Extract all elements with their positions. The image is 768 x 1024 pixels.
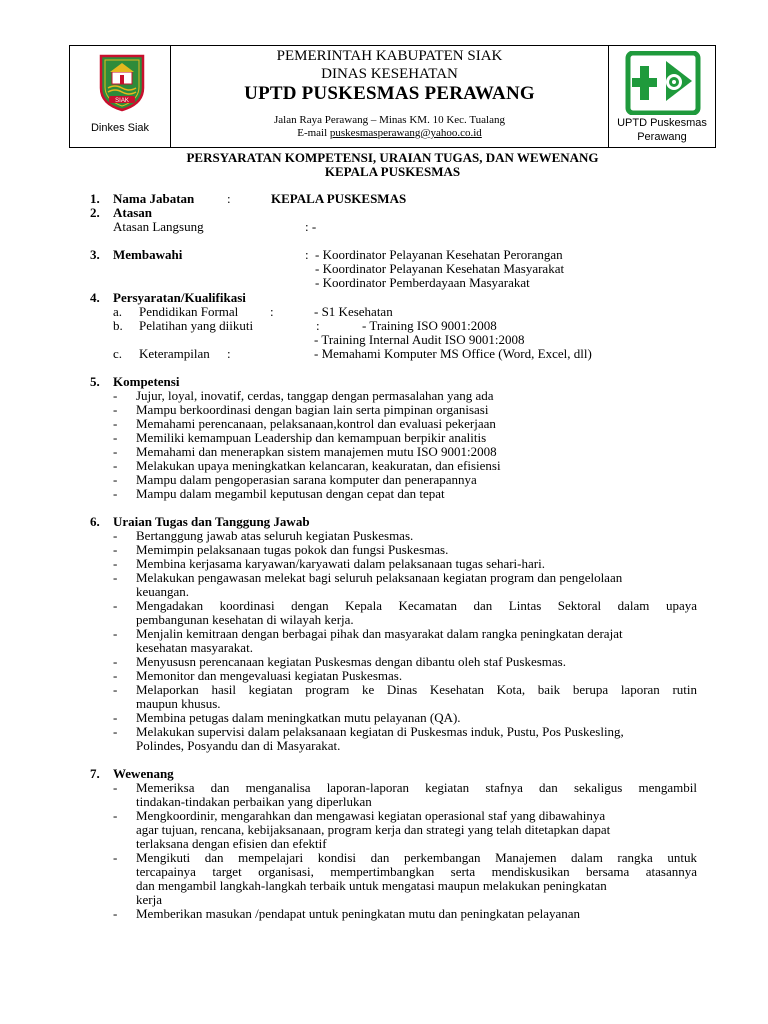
section-4c-label: Keterampilan xyxy=(139,346,210,361)
section-4a-label: Pendidikan Formal xyxy=(139,304,239,319)
section-4a-colon: : xyxy=(270,304,274,319)
office-name: DINAS KESEHATAN xyxy=(321,66,458,82)
section-2-sub-label: Atasan Langsung xyxy=(113,219,204,234)
duty-item-cont: kesehatan masyarakat. xyxy=(136,640,253,655)
bullet: - xyxy=(113,780,118,795)
puskesmas-caption xyxy=(609,116,715,144)
section-3-item: - Koordinator Pelayanan Kesehatan Masyarakat xyxy=(315,261,565,276)
section-2-sub-value: : - xyxy=(305,219,317,234)
competency-item: Melakukan upaya meningkatkan kelancaran, keakuratan, dan efisiensi xyxy=(136,458,501,473)
competency-item: Memahami perencanaan, pelaksanaan,kontrol dan evaluasi pekerjaan xyxy=(136,416,496,431)
authority-item-cont: tercapainya target organisasi, mempertimbangkan serta mendiskusikan bersama atasannya xyxy=(136,864,697,879)
authority-item: Memberikan masukan /pendapat untuk peningkatan mutu dan peningkatan pelayanan xyxy=(136,906,581,921)
institution-name: UPTD PUSKESMAS PERAWANG xyxy=(244,83,535,104)
section-4b-value1: - Training ISO 9001:2008 xyxy=(362,318,497,333)
bullet: - xyxy=(113,668,118,683)
section-1-number: 1. xyxy=(90,191,100,206)
authority-item: Mengikuti dan mempelajari kondisi dan perkembangan Manajemen dalam rangka untuk xyxy=(136,850,697,865)
section-4-label: Persyaratan/Kualifikasi xyxy=(113,290,246,305)
section-7-number: 7. xyxy=(90,766,100,781)
authority-item-cont: tindakan-tindakan perbaikan yang diperlukan xyxy=(136,794,372,809)
authority-item: Memeriksa dan menganalisa laporan-laporan kegiatan stafnya dan sekaligus mengambil xyxy=(136,780,697,795)
section-1-value: KEPALA PUSKESMAS xyxy=(271,191,407,206)
bullet: - xyxy=(113,542,118,557)
bullet: - xyxy=(113,458,118,473)
bullet: - xyxy=(113,430,118,445)
authority-item-cont: dan mengambil langkah-langkah terbaik untuk mengatasi maupun melakukan peningkatan xyxy=(136,878,607,893)
puskesmas-logo xyxy=(624,51,702,115)
section-3-item: - Koordinator Pelayanan Kesehatan Perorangan xyxy=(315,247,563,262)
dinkes-siak-logo xyxy=(93,52,151,112)
document-title-line2: KEPALA PUSKESMAS xyxy=(324,164,461,179)
bullet: - xyxy=(113,444,118,459)
duty-item: Melakukan supervisi dalam pelaksanaan kegiatan di Puskesmas induk, Pustu, Pos Puskesling, xyxy=(136,724,624,739)
letterhead xyxy=(69,45,716,148)
puskesmas-caption-line1: UPTD Puskesmas xyxy=(617,117,707,129)
dinkes-siak-caption: Dinkes Siak xyxy=(90,122,150,134)
section-7-label: Wewenang xyxy=(113,766,174,781)
section-3-number: 3. xyxy=(90,247,100,262)
document-title-line1: PERSYARATAN KOMPETENSI, URAIAN TUGAS, DAN WEWENANG xyxy=(186,150,599,165)
competency-item: Mampu dalam megambil keputusan dengan cepat dan tepat xyxy=(136,486,445,501)
duty-item: Melaporkan hasil kegiatan program ke Dinas Kesehatan Kota, baik berupa laporan rutin xyxy=(136,682,697,697)
competency-item: Mampu berkoordinasi dengan bagian lain serta pimpinan organisasi xyxy=(136,402,489,417)
section-1-colon: : xyxy=(227,191,231,206)
section-5-number: 5. xyxy=(90,374,100,389)
bullet: - xyxy=(113,598,118,613)
bullet: - xyxy=(113,850,118,865)
section-6-label: Uraian Tugas dan Tanggung Jawab xyxy=(113,514,310,529)
email-label: E-mail xyxy=(297,127,330,139)
authority-item-cont: agar tujuan, rencana, kebijaksanaan, program kerja dan strategi yang telah ditetapkan dapat xyxy=(136,822,611,837)
section-5-label: Kompetensi xyxy=(113,374,180,389)
letterhead-right-cell xyxy=(608,46,715,147)
section-4c-letter: c. xyxy=(113,346,123,361)
section-2-number: 2. xyxy=(90,205,100,220)
duty-item-cont: pembangunan kesehatan di wilayah kerja. xyxy=(136,612,354,627)
bullet: - xyxy=(113,402,118,417)
section-3-label: Membawahi xyxy=(113,247,183,262)
section-4c-colon: : xyxy=(227,346,231,361)
section-4b-value2: - Training Internal Audit ISO 9001:2008 xyxy=(314,332,525,347)
duty-item-cont: Polindes, Posyandu dan di Masyarakat. xyxy=(136,738,341,753)
letterhead-left-cell xyxy=(70,46,171,147)
duty-item: Membina petugas dalam meningkatkan mutu pelayanan (QA). xyxy=(136,710,461,725)
section-6-number: 6. xyxy=(90,514,100,529)
duty-item: Memimpin pelaksanaan tugas pokok dan fungsi Puskesmas. xyxy=(136,542,449,557)
email-line xyxy=(171,127,608,139)
bullet: - xyxy=(113,808,118,823)
section-4-number: 4. xyxy=(90,290,100,305)
duty-item-cont: maupun khusus. xyxy=(136,696,221,711)
competency-item: Memahami dan menerapkan sistem manajemen mutu ISO 9001:2008 xyxy=(136,444,497,459)
letterhead-center xyxy=(171,46,608,147)
bullet: - xyxy=(113,472,118,487)
duty-item: Memonitor dan mengevaluasi kegiatan Puskesmas. xyxy=(136,668,403,683)
competency-item: Mampu dalam pengoperasian sarana komputer dan penerapannya xyxy=(136,472,477,487)
bullet: - xyxy=(113,388,118,403)
section-4c-value: - Memahami Komputer MS Office (Word, Excel, dll) xyxy=(314,346,592,361)
bullet: - xyxy=(113,416,118,431)
section-4a-value: - S1 Kesehatan xyxy=(314,304,393,319)
bullet: - xyxy=(113,654,118,669)
duty-item: Menyususn perencanaan kegiatan Puskesmas dengan dibantu oleh staf Puskesmas. xyxy=(136,654,566,669)
bullet: - xyxy=(113,556,118,571)
section-1-label: Nama Jabatan xyxy=(113,191,195,206)
section-4a-letter: a. xyxy=(113,304,123,319)
bullet: - xyxy=(113,682,118,697)
bullet: - xyxy=(113,570,118,585)
authority-item-cont: terlaksana dengan efisien dan efektif xyxy=(136,836,327,851)
section-4b-label: Pelatihan yang diikuti xyxy=(139,318,254,333)
authority-item-cont: kerja xyxy=(136,892,162,907)
bullet: - xyxy=(113,906,118,921)
bullet: - xyxy=(113,486,118,501)
section-2-label: Atasan xyxy=(113,205,153,220)
bullet: - xyxy=(113,626,118,641)
logo-siak-text: SIAK xyxy=(115,98,129,104)
section-4b-letter: b. xyxy=(113,318,123,333)
bullet: - xyxy=(113,528,118,543)
duty-item: Melakukan pengawasan melekat bagi seluruh pelaksanaan kegiatan program dan pengelolaan xyxy=(136,570,623,585)
bullet: - xyxy=(113,710,118,725)
bullet: - xyxy=(113,724,118,739)
competency-item: Memiliki kemampuan Leadership dan kemampuan berpikir analitis xyxy=(136,430,487,445)
duty-item: Bertanggung jawab atas seluruh kegiatan Puskesmas. xyxy=(136,528,414,543)
duty-item: Mengadakan koordinasi dengan Kepala Kecamatan dan Lintas Sektoral dalam upaya xyxy=(136,598,697,613)
section-3-colon: : xyxy=(305,247,309,262)
duty-item-cont: keuangan. xyxy=(136,584,190,599)
address: Jalan Raya Perawang – Minas KM. 10 Kec. Tualang xyxy=(274,114,505,126)
competency-item: Jujur, loyal, inovatif, cerdas, tanggap dengan permasalahan yang ada xyxy=(136,388,494,403)
section-4b-colon: : xyxy=(316,318,320,333)
email-link[interactable]: puskesmasperawang@yahoo.co.id xyxy=(329,127,482,139)
puskesmas-caption-line2: Perawang xyxy=(637,131,687,143)
authority-item: Mengkoordinir, mengarahkan dan mengawasi kegiatan operasional staf yang dibawahinya xyxy=(136,808,606,823)
section-3-item: - Koordinator Pemberdayaan Masyarakat xyxy=(315,275,530,290)
duty-item: Membina kerjasama karyawan/karyawati dalam pelaksanaan tugas sehari-hari. xyxy=(136,556,545,571)
govt-name: PEMERINTAH KABUPATEN SIAK xyxy=(276,48,503,64)
duty-item: Menjalin kemitraan dengan berbagai pihak dan masyarakat dalam rangka peningkatan derajat xyxy=(136,626,623,641)
